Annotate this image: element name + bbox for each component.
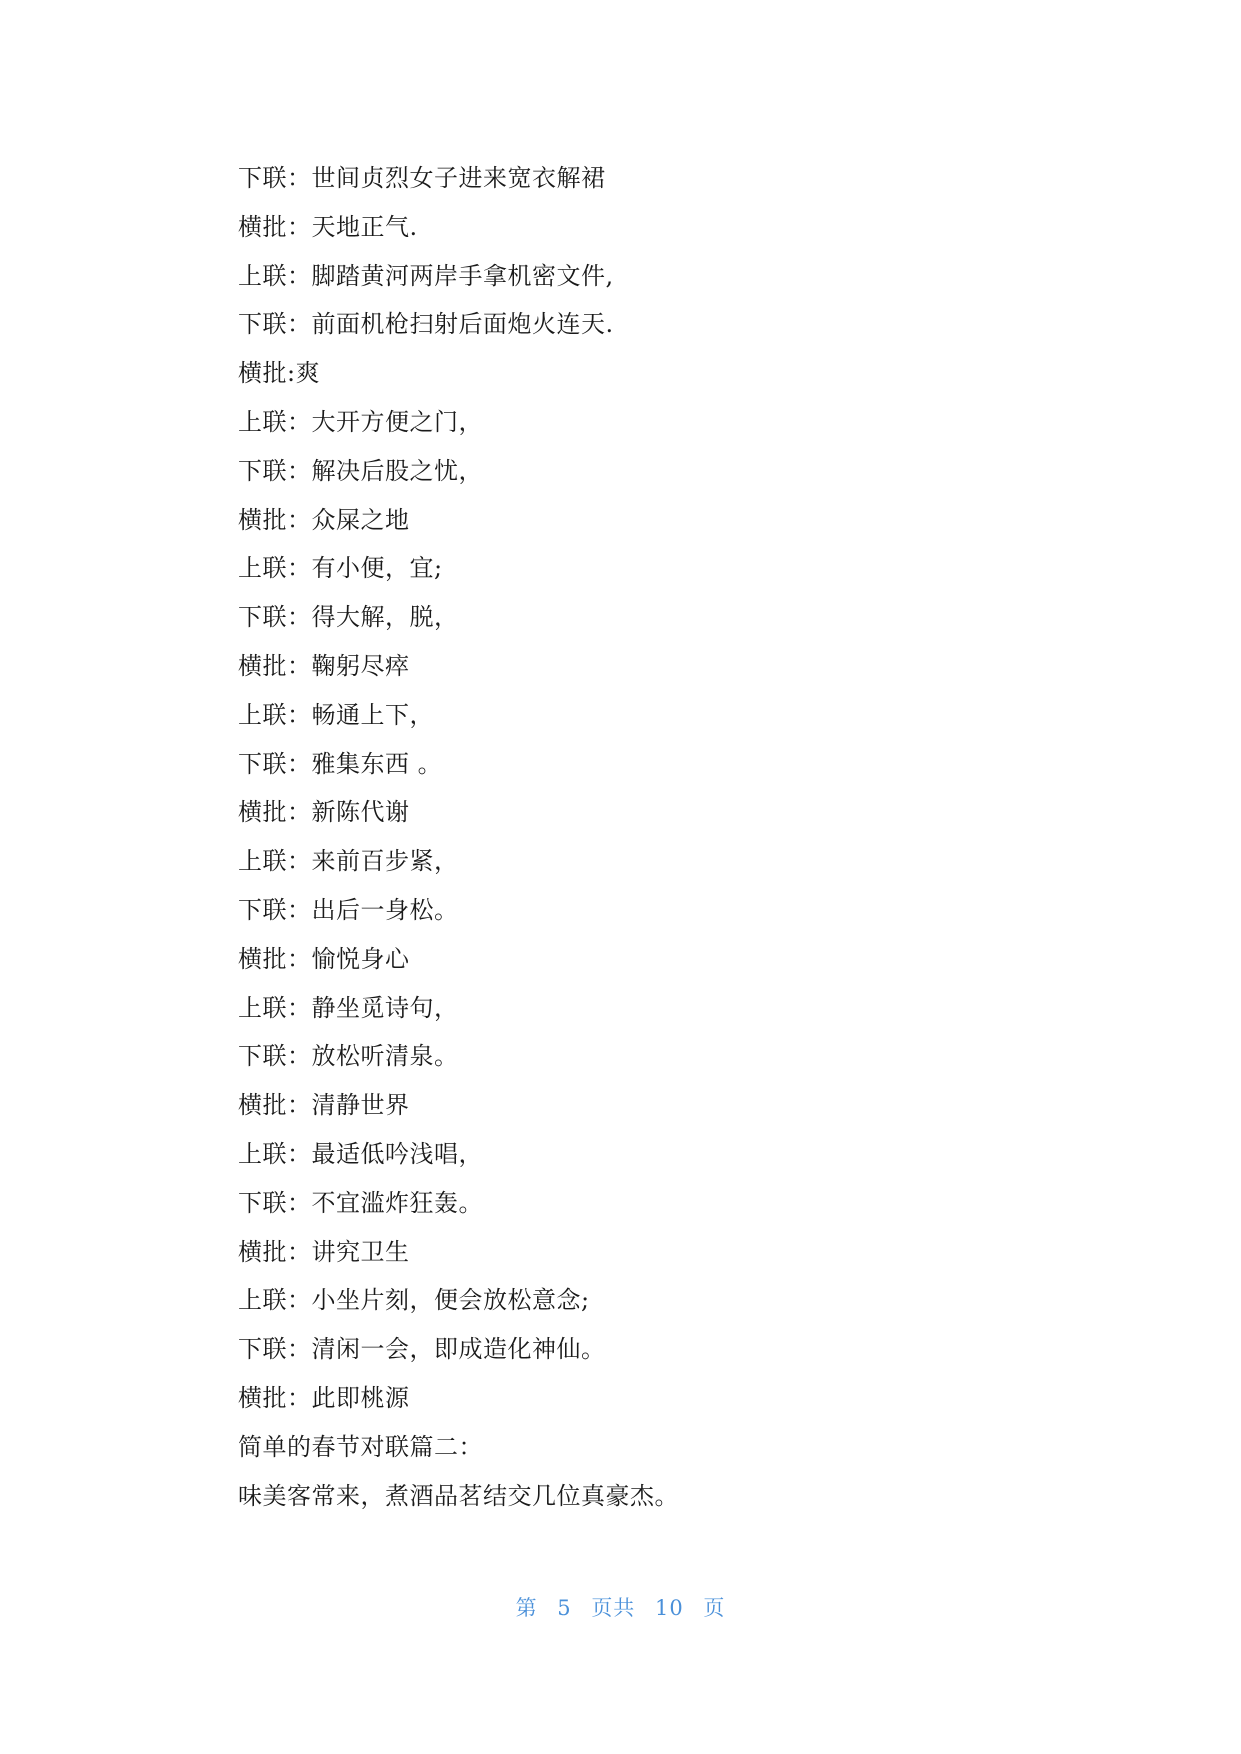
total-pages-number: 10 [655, 1596, 684, 1620]
text-line: 上联：来前百步紧， [238, 847, 459, 876]
page-footer [0, 1592, 1241, 1622]
text-line: 横批：天地正气. [238, 212, 418, 241]
text-line: 下联：解决后股之忧， [238, 456, 483, 485]
text-line: 横批：清静世界 [238, 1091, 410, 1120]
text-line: 下联：出后一身松。 [238, 895, 459, 924]
text-line: 下联：放松听清泉。 [238, 1042, 459, 1071]
text-line: 下联：世间贞烈女子进来宽衣解裙 [238, 164, 606, 192]
document-body [238, 154, 1018, 1520]
text-line: 横批:爽 [238, 359, 321, 388]
section-heading: 简单的春节对联篇二： [238, 1432, 483, 1461]
text-line: 上联：静坐觅诗句， [238, 993, 459, 1022]
text-line: 横批：此即桃源 [238, 1383, 410, 1412]
text-line: 横批：愉悦身心 [238, 944, 410, 973]
text-line: 下联：前面机枪扫射后面炮火连天. [238, 310, 614, 339]
text-line: 上联：最适低吟浅唱， [238, 1139, 483, 1168]
text-line: 上联：脚踏黄河两岸手拿机密文件, [238, 261, 614, 290]
text-line: 横批：众屎之地 [238, 505, 410, 534]
footer-di: 第 [515, 1596, 538, 1620]
text-line: 味美客常来，煮酒品茗结交几位真豪杰。 [238, 1481, 679, 1510]
text-line: 下联：得大解，脱， [238, 603, 459, 632]
footer-ye-gong: 页共 [591, 1596, 636, 1620]
text-line: 横批：讲究卫生 [238, 1237, 410, 1266]
text-line: 横批：鞠躬尽瘁 [238, 651, 410, 680]
current-page-number: 5 [557, 1596, 572, 1620]
text-line: 下联：清闲一会，即成造化神仙。 [238, 1335, 606, 1364]
text-line: 下联：不宜滥炸狂轰。 [238, 1188, 483, 1217]
text-line: 横批：新陈代谢 [238, 798, 410, 827]
text-line: 上联：大开方便之门， [238, 407, 483, 436]
text-line: 上联：畅通上下， [238, 700, 434, 729]
text-line: 上联：有小便，宜; [238, 554, 443, 583]
text-line: 下联：雅集东西 。 [238, 749, 443, 778]
footer-ye: 页 [703, 1596, 726, 1620]
text-line: 上联：小坐片刻，便会放松意念; [238, 1286, 590, 1315]
